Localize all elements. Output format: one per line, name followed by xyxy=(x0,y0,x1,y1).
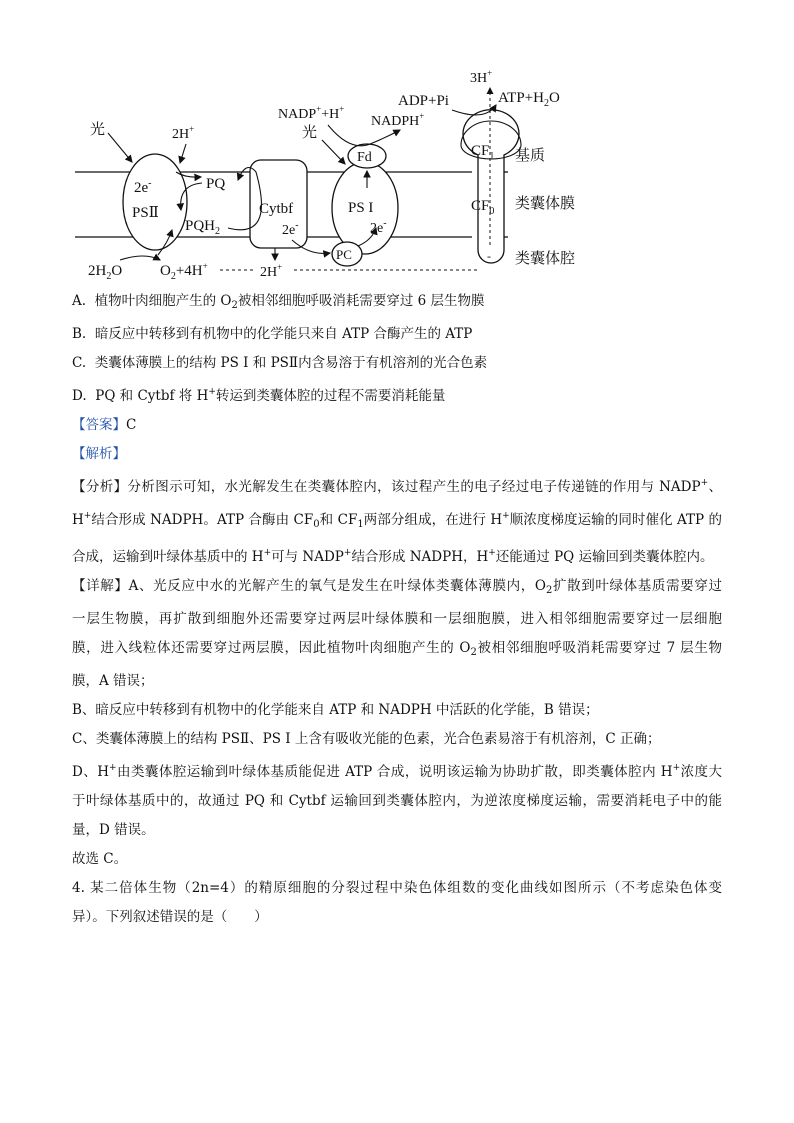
fenxi-line-3: 合成，运输到叶绿体基质中的 H+可与 NADP+结合形成 NADPH，H+还能通过 PQ 运输回到类囊体腔内。 xyxy=(72,548,714,565)
xiangjie-line-1: 【详解】A、光反应中水的光解产生的氧气是发生在叶绿体类囊体薄膜内，$O_2$扩散到叶绿体基质需要穿过 xyxy=(72,578,722,596)
pq-label: PQ xyxy=(206,176,226,192)
question4-line-2: 异）。下列叙述错误的是（ ） xyxy=(72,909,268,925)
option-d: D. PQ 和 Cytbf 将 H+转运到类囊体腔的过程不需要消耗能量 xyxy=(72,387,446,404)
ps2-complex xyxy=(123,154,187,250)
xiangjie-d2: 于叶绿体基质中的，故通过 PQ 和 Cytbf 运输回到类囊体腔内，为逆浓度梯度运输，需要消耗电子中的能 xyxy=(72,793,722,809)
ps2-label: PSⅡ xyxy=(132,205,159,221)
lumen-label: 类囊体腔 xyxy=(515,251,576,267)
conclusion: 故选 C。 xyxy=(72,851,128,867)
stroma-label: 基质 xyxy=(515,148,546,164)
ps1-label: PS I xyxy=(348,200,374,216)
xiangjie-b: B、暗反应中转移到有机物中的化学能来自 ATP 和 NADPH 中活跃的化学能，B 错误； xyxy=(72,702,599,718)
atp-synthase xyxy=(461,110,521,263)
analysis-heading: 【解析】 xyxy=(72,446,126,462)
nadp-h-label: NADP++H+ xyxy=(278,104,345,122)
ps1-2e-label: 2e- xyxy=(370,218,387,236)
light-mid-label: 光 xyxy=(302,125,318,141)
minus-label: - xyxy=(487,249,491,263)
o2-4h-label: $O_2+4H^+$ xyxy=(160,261,208,282)
pqh2-label: $PQH_2$ xyxy=(185,218,221,237)
xiangjie-line-3: 膜，进入线粒体还需要穿过两层膜，因此植物叶肉细胞产生的 $O_2$被相邻细胞呼吸消耗需要穿过 7 层生物 xyxy=(72,640,723,658)
two-h-top-label: 2H+ xyxy=(172,124,195,142)
h2o-label: $2H_2O$ xyxy=(88,263,123,282)
options-block xyxy=(72,287,722,932)
light-ps1-arrow xyxy=(322,140,345,164)
light-ps2-arrow xyxy=(108,133,132,162)
option-c: C. 类囊体薄膜上的结构 PS I 和 PSⅡ内含易溶于有机溶剂的光合色素 xyxy=(72,355,488,371)
membrane-label: 类囊体膜 xyxy=(515,196,576,212)
photosynthesis-diagram xyxy=(60,60,600,285)
cytbf-2e-label: 2e- xyxy=(282,220,299,238)
cf1-label: $CF_1$ xyxy=(471,143,495,162)
xiangjie-d3: 量，D 错误。 xyxy=(72,822,155,838)
nadph-label: NADPH+ xyxy=(371,111,425,129)
fenxi-line-1: 【分析】分析图示可知，水光解发生在类囊体腔内，该过程产生的电子经过电子传递链的作用与 NADP+、 xyxy=(72,478,723,495)
ps2-2e-label: 2e- xyxy=(134,178,152,196)
two-h-bottom-label: 2H+ xyxy=(260,262,283,280)
adp-pi-label: ADP+Pi xyxy=(398,93,449,109)
option-a: A. 植物叶肉细胞产生的 $O_2$被相邻细胞呼吸消耗需要穿过 6 层生物膜 xyxy=(72,293,485,311)
cf0-label: $CF_0$ xyxy=(471,198,495,217)
question4-line-1: 4. 某二倍体生物（2n=4）的精原细胞的分裂过程中染色体组数的变化曲线如图所示（不考虑染色体变 xyxy=(72,880,722,896)
fenxi-line-2: H+结合形成 NADPH。ATP 合酶由 $CF_0$和 $CF_1$两部分组成，在进行 H+顺浓度梯度运输的同时催化 ATP 的 xyxy=(72,511,722,530)
xiangjie-line-4: 膜，A 错误； xyxy=(72,673,154,689)
atp-h2o-label: $ATP+H_2O$ xyxy=(498,90,560,109)
option-b: B. 暗反应中转移到有机物中的化学能只来自 ATP 合酶产生的 ATP xyxy=(72,326,473,342)
xiangjie-d1: D、H+由类囊体腔运输到叶绿体基质能促进 ATP 合成，说明该运输为协助扩散，即类囊体腔内 H+浓度大 xyxy=(72,763,722,780)
cytbf-label: Cytbf xyxy=(259,201,294,217)
pc-label: PC xyxy=(336,247,352,262)
xiangjie-line-2: 一层生物膜，再扩散到细胞外还需要穿过两层叶绿体膜和一层细胞膜，进入相邻细胞需要穿过一层细胞 xyxy=(72,611,722,627)
three-h-label: 3H+ xyxy=(470,68,493,86)
xiangjie-c: C、类囊体薄膜上的结构 PSⅡ、PS I 上含有吸收光能的色素，光合色素易溶于有机溶剂，C 正确； xyxy=(72,731,661,747)
fd-label: Fd xyxy=(357,150,372,165)
answer-line: 【答案】C xyxy=(72,417,137,433)
water-split-arrow xyxy=(120,256,160,260)
two-h-top-arrow xyxy=(180,144,186,163)
light-left-label: 光 xyxy=(90,122,106,138)
